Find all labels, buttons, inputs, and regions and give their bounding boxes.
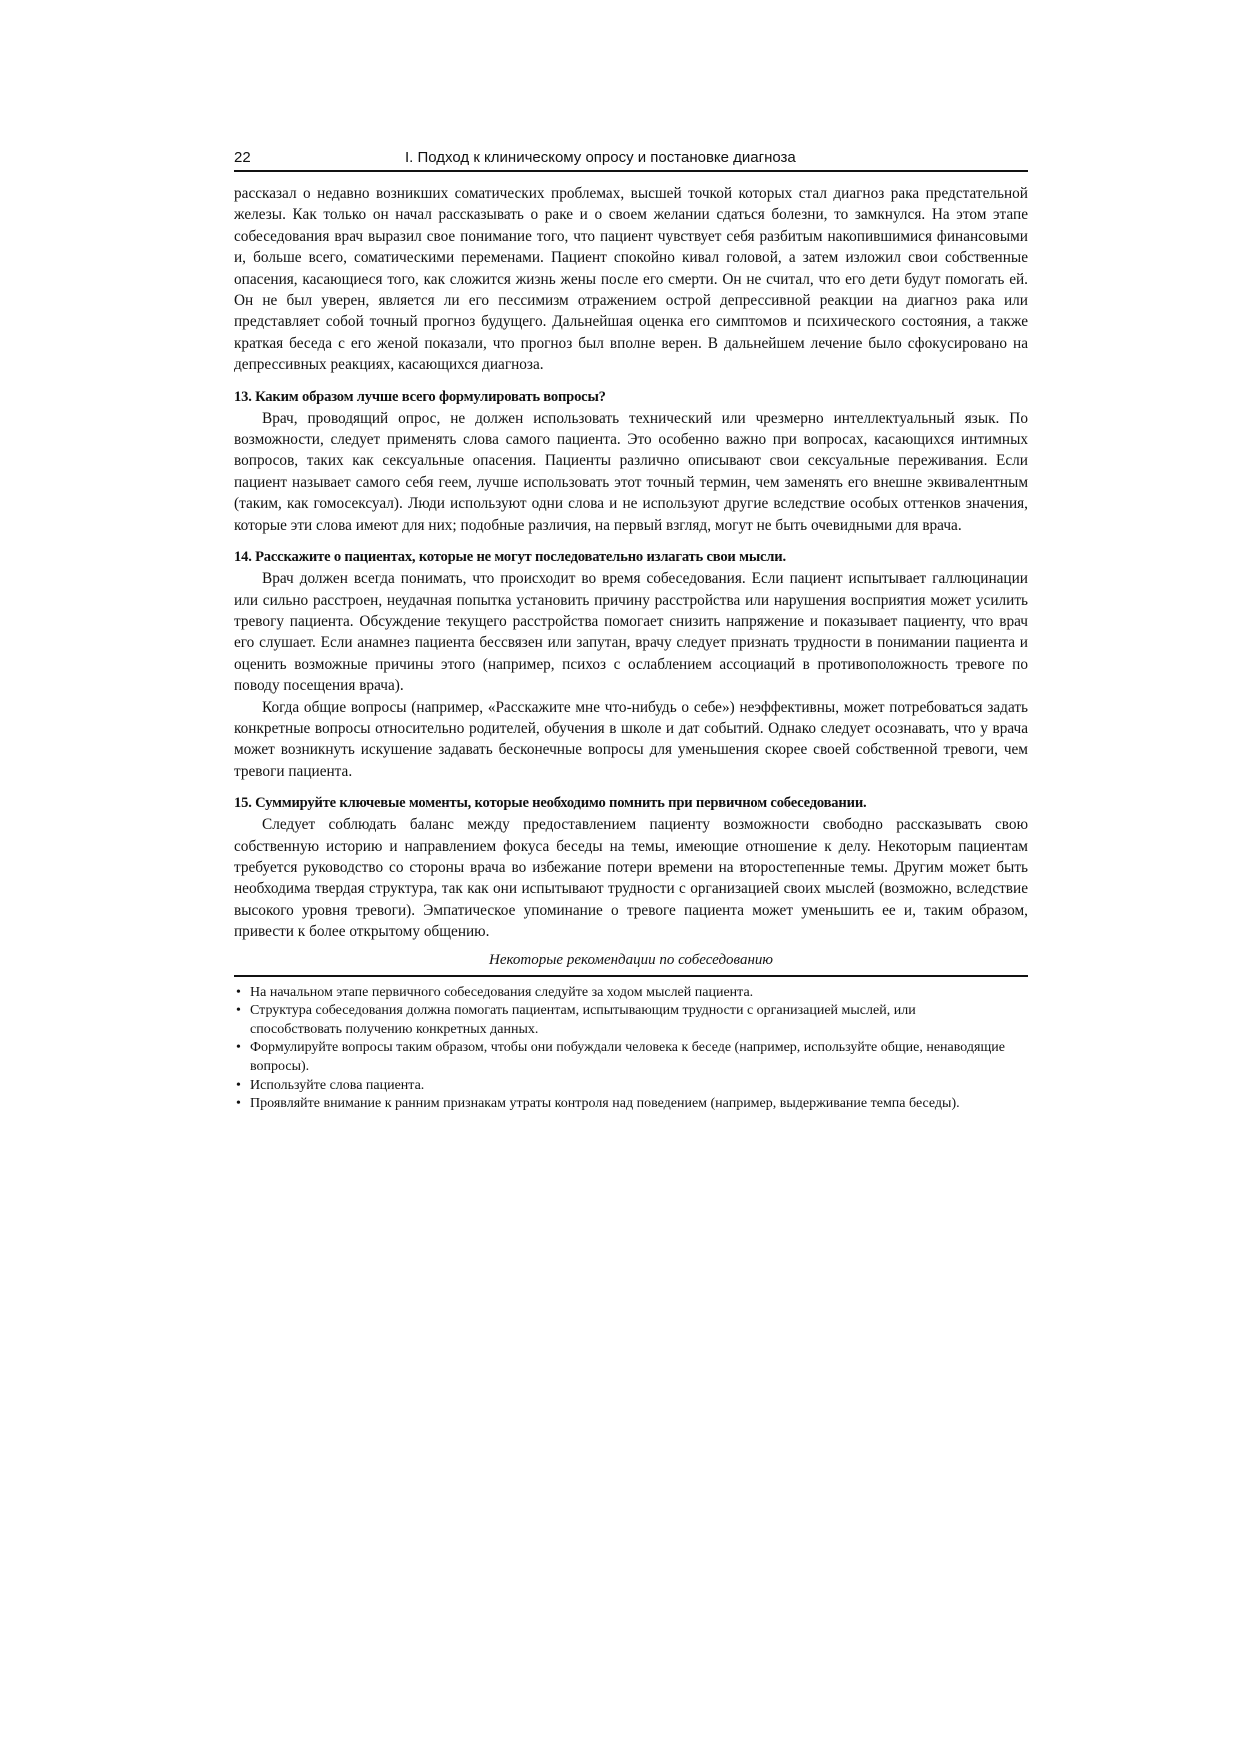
list-item-text: Используйте слова пациента.: [250, 1077, 425, 1093]
list-item: [234, 1039, 1028, 1076]
recommendations-box: [234, 950, 1028, 1114]
list-item-text: Структура собеседования должна помогать пациентам, испытывающим трудности с организацией мыслей, или способствовать получению конкретных данных.: [250, 1003, 916, 1037]
recommendations-box-title: Некоторые рекомендации по собеседованию: [234, 950, 1028, 977]
section-14-paragraph: Врач должен всегда понимать, что происходит во время собеседования. Если пациент испытывает галлюцинации или сильно расстроен, неудачная попытка установить причину расстройства или нарушения восприятия может усилить тревогу пациента. Обсуждение текущего расстройства помогает снизить напряжение и показывает пациенту, что врач его слушает. Если анамнез пациента бессвязен или запутан, врачу следует признать трудности в понимании пациента и оценить возможные причины этого (например, психоз с ослаблением ассоциаций в противоположность тревоге по поводу посещения врача).: [234, 570, 1028, 695]
list-item-text: Формулируйте вопросы таким образом, чтобы они побуждали человека к беседе (например, используйте общие, ненаводящие вопросы).: [250, 1040, 1005, 1074]
section-15: [234, 793, 1028, 942]
list-item-text: На начальном этапе первичного собеседования следуйте за ходом мыслей пациента.: [250, 984, 754, 1000]
section-13-paragraph: Врач, проводящий опрос, не должен использовать технический или чрезмерно интеллектуальный язык. По возможности, следует применять слова самого пациента. Это особенно важно при вопросах, касающихся интимных вопросов, таких как сексуальные опасения. Пациенты различно описывают свои сексуальные переживания. Если пациент называет самого себя геем, лучше использовать этот точный термин, чем заменять его внешне эквивалентным (таким, как гомосексуал). Люди используют одни слова и не используют другие вследствие особых оттенков значения, которые эти слова имеют для них; подобные различия, на первый взгляд, могут не быть очевидными для врача.: [234, 409, 1028, 534]
intro-paragraph: рассказал о недавно возникших соматических проблемах, высшей точкой которых стал диагноз рака предстательной железы. Как только он начал рассказывать о раке и о своем желании сдаться болезни, то замкнулся. На этом этапе собеседования врач выразил свое понимание того, что пациент чувствует себя разбитым накопившимися финансовыми и, больше всего, соматическими переменами. Пациент спокойно кивал головой, а затем изложил свои собственные опасения, касающиеся того, как сложится жизнь жены после его смерти. Он не считал, что его дети будут помогать ей. Он не был уверен, является ли его пессимизм отражением острой депрессивной реакции на диагноз рака или представляет собой точный прогноз будущего. Дальнейшая оценка его симптомов и психического состояния, а также краткая беседа с его женой показали, что прогноз был вполне верен. В дальнейшем лечение было сфокусировано на депрессивных реакциях, касающихся диагноза.: [234, 185, 1028, 374]
bullet-icon: •: [236, 1003, 241, 1019]
list-item-text: Проявляйте внимание к ранним признакам утраты контроля над поведением (например, выдерживание темпа беседы).: [250, 1096, 960, 1112]
section-15-paragraph: Следует соблюдать баланс между предоставлением пациенту возможности свободно рассказывать свою собственную историю и направлением фокуса беседы на темы, имеющие отношение к делу. Некоторым пациентам требуется руководство со стороны врача во избежание потери времени на второстепенные темы. Другим может быть необходима твердая структура, так как они испытывают трудности с организацией своих мыслей (возможно, вследствие высокого уровня тревоги). Эмпатическое упоминание о тревоге пациента может уменьшить ее и, таким образом, привести к более открытому общению.: [234, 816, 1028, 941]
section-14-paragraph: Когда общие вопросы (например, «Расскажите мне что-нибудь о себе») неэффективны, может потребоваться задать конкретные вопросы относительно родителей, обучения в школе и дат событий. Однако следует осознавать, что у врача может возникнуть искушение задавать бесконечные вопросы для уменьшения скорее своей собственной тревоги, чем тревоги пациента.: [234, 698, 1028, 780]
chapter-title: I. Подход к клиническому опросу и постановке диагноза: [405, 149, 796, 166]
book-page: [234, 148, 1028, 1114]
running-header: [234, 148, 1028, 172]
bullet-icon: •: [236, 1096, 241, 1112]
bullet-icon: •: [236, 984, 241, 1000]
section-14: [234, 547, 1028, 782]
list-item: [234, 1095, 1028, 1114]
section-15-heading: 15. Суммируйте ключевые моменты, которые необходимо помнить при первичном собеседовании.: [234, 795, 867, 812]
section-13: [234, 387, 1028, 536]
list-item: [234, 984, 1028, 1003]
section-13-heading: 13. Каким образом лучше всего формулировать вопросы?: [234, 388, 606, 405]
bullet-icon: •: [236, 1077, 241, 1093]
page-number: 22: [234, 149, 251, 166]
list-item: [234, 1002, 1028, 1039]
list-item: [234, 1077, 1028, 1096]
section-14-heading: 14. Расскажите о пациентах, которые не могут последовательно излагать свои мысли.: [234, 549, 786, 566]
recommendations-list: [234, 984, 1028, 1114]
bullet-icon: •: [236, 1040, 241, 1056]
